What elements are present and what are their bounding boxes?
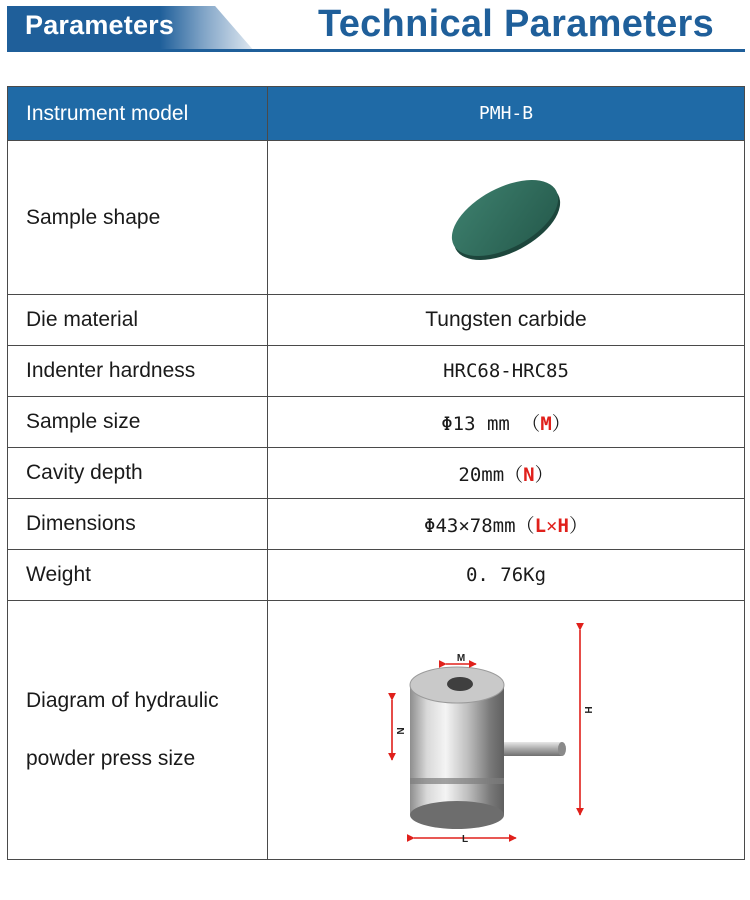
dimensions-text: Φ43×78mm: [424, 514, 516, 537]
cavity-depth-value: [268, 448, 745, 499]
header-tab-label: Parameters: [25, 10, 175, 40]
table-row: [8, 141, 745, 295]
paren-close: ）: [534, 463, 554, 486]
sample-shape-label: Sample shape: [8, 141, 268, 295]
paren-open: （: [515, 514, 535, 537]
table-row: [8, 295, 745, 346]
times-sign: ×: [546, 514, 558, 537]
sample-disk-image: [441, 173, 571, 263]
paren-close: ）: [568, 514, 588, 537]
l-label: L: [461, 834, 469, 845]
diagram-label-line1: Diagram of hydraulic: [26, 689, 219, 712]
diagram-cell: [268, 601, 745, 860]
die-bore: [447, 677, 473, 691]
die-bottom: [410, 801, 504, 829]
sample-size-label: Sample size: [8, 397, 268, 448]
die-groove: [410, 778, 504, 784]
sample-shape-cell: [268, 141, 745, 295]
indenter-hardness-value: HRC68-HRC85: [268, 346, 745, 397]
h-label: H: [582, 706, 593, 714]
weight-value: 0. 76Kg: [268, 550, 745, 601]
model-value: PMH-B: [268, 87, 745, 141]
dimensions-label: Dimensions: [8, 499, 268, 550]
weight-label: Weight: [8, 550, 268, 601]
diagram-label: [8, 601, 268, 860]
mark-n: N: [523, 463, 535, 486]
header-banner: [0, 0, 750, 56]
cavity-depth-text: 20mm: [458, 463, 505, 486]
diagram-label-line2: powder press size: [26, 747, 196, 770]
page-title: Technical Parameters: [318, 3, 715, 45]
mark-m: M: [540, 412, 552, 435]
indenter-hardness-label: Indenter hardness: [8, 346, 268, 397]
side-port: [504, 742, 562, 756]
model-label: Instrument model: [8, 87, 268, 141]
m-label: M: [456, 653, 466, 664]
table-row: [8, 397, 745, 448]
table-row: [8, 448, 745, 499]
mark-h: H: [557, 514, 569, 537]
paren-open: （: [521, 412, 541, 435]
mark-l: L: [534, 514, 547, 537]
table-row: [8, 346, 745, 397]
sample-size-value: [268, 397, 745, 448]
dimensions-value: [268, 499, 745, 550]
paren-close: ）: [551, 412, 571, 435]
parameters-table: [7, 86, 745, 860]
header-tab-fade: [160, 6, 255, 52]
sample-size-text: Φ13 mm: [441, 412, 522, 435]
header-rule: [7, 49, 745, 52]
press-die-diagram: [386, 610, 626, 850]
die-material-label: Die material: [8, 295, 268, 346]
n-label: N: [394, 727, 405, 735]
die-material-value: Tungsten carbide: [268, 295, 745, 346]
side-port-end: [558, 742, 566, 756]
paren-open: （: [504, 463, 524, 486]
cavity-depth-label: Cavity depth: [8, 448, 268, 499]
table-row: [8, 550, 745, 601]
table-header-row: [8, 87, 745, 141]
table-row: [8, 499, 745, 550]
table-row: [8, 601, 745, 860]
